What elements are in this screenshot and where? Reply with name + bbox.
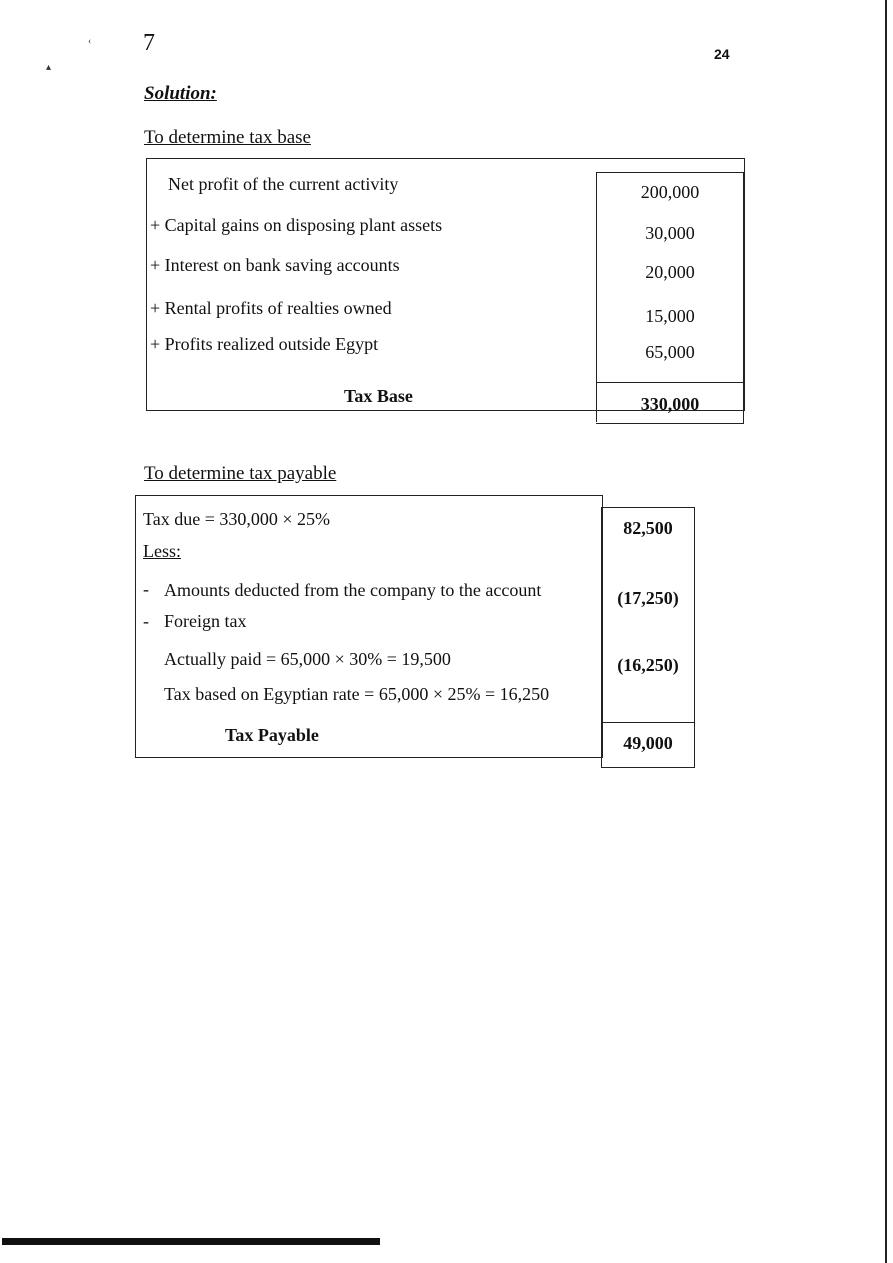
tax-base-row-value: 65,000 xyxy=(645,342,695,362)
tax-base-row-label: + Profits realized outside Egypt xyxy=(150,334,379,354)
tax-base-total-value: 330,000 xyxy=(640,394,700,414)
deduction-dash: - xyxy=(143,611,149,631)
tax-base-value-column xyxy=(596,172,744,424)
tax-payable-total-label: Tax Payable xyxy=(225,725,319,745)
page-number: 24 xyxy=(714,46,730,62)
tax-due-value: 82,500 xyxy=(623,518,673,538)
less-label: Less: xyxy=(143,541,181,561)
foreign-tax-value: (16,250) xyxy=(617,655,679,675)
deduction-dash: - xyxy=(143,579,149,599)
tax-base-row-value: 20,000 xyxy=(645,262,695,282)
scan-mark: ‹ xyxy=(88,36,92,47)
tax-base-total-line xyxy=(596,382,744,383)
tax-base-row-value: 15,000 xyxy=(645,306,695,326)
deduction-amounts-value: (17,250) xyxy=(617,588,679,608)
deduction-amounts-deducted: Amounts deducted from the company to the account xyxy=(164,580,542,600)
tax-base-heading: To determine tax base xyxy=(144,127,311,148)
tax-base-row-value: 30,000 xyxy=(645,223,695,243)
tax-base-row-label: + Capital gains on disposing plant assets xyxy=(150,215,443,235)
scan-mark: ▴ xyxy=(46,62,52,73)
tax-base-row-value: 200,000 xyxy=(640,182,700,202)
tax-payable-total-value: 49,000 xyxy=(623,733,673,753)
tax-base-row-label: + Rental profits of realties owned xyxy=(150,298,392,318)
tax-base-row-label: + Interest on bank saving accounts xyxy=(150,255,400,275)
tax-due-line: Tax due = 330,000 × 25% xyxy=(143,509,331,529)
tax-payable-heading: To determine tax payable xyxy=(144,463,337,484)
scan-page-edge xyxy=(885,0,887,1263)
handwritten-page-number: 7 xyxy=(143,30,155,56)
deduction-foreign-tax: Foreign tax xyxy=(164,611,247,631)
tax-payable-value-column xyxy=(601,507,695,768)
actually-paid-line: Actually paid = 65,000 × 30% = 19,500 xyxy=(164,649,451,669)
tax-base-total-label: Tax Base xyxy=(344,386,413,406)
solution-heading: Solution: xyxy=(144,83,217,104)
tax-payable-total-line xyxy=(601,722,694,723)
egyptian-rate-line: Tax based on Egyptian rate = 65,000 × 25% = 16,250 xyxy=(164,684,550,704)
tax-base-row-label: Net profit of the current activity xyxy=(168,174,399,194)
scan-edge-bar xyxy=(2,1238,380,1248)
